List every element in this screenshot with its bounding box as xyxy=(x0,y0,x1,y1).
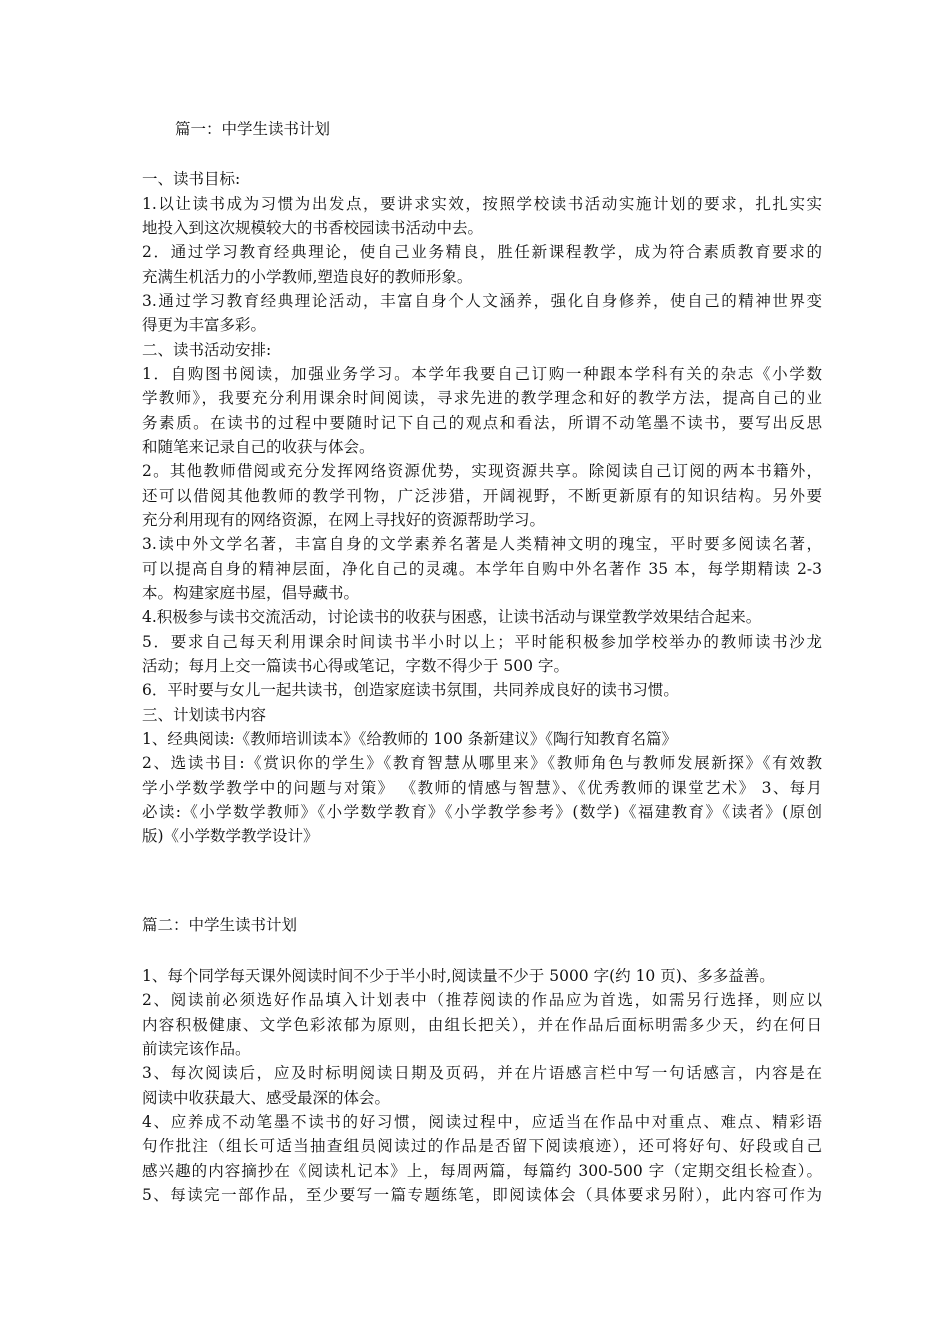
paragraph-line: 3.通过学习教育经典理论活动，丰富自身个人文涵养，强化自身修养，使自己的精神世界变 xyxy=(142,292,822,310)
section2-title: 篇二：中学生读书计划 xyxy=(142,916,298,934)
paragraph-line: 5、每读完一部作品，至少要写一篇专题练笔，即阅读体会（具体要求另附），此内容可作为 xyxy=(142,1186,822,1204)
paragraph-line: 感兴趣的内容摘抄在《阅读札记本》上，每周两篇，每篇约 300-500 字（定期交组长检查）。 xyxy=(142,1162,822,1180)
paragraph-line: 2、选读书目:《赏识你的学生》《教育智慧从哪里来》《教师角色与教师发展新探》《有效教 xyxy=(142,754,822,772)
paragraph-line: 活动；每月上交一篇读书心得或笔记，字数不得少于 500 字。 xyxy=(142,657,569,675)
paragraph-line: 得更为丰富多彩。 xyxy=(142,316,267,334)
paragraph-line: 句作批注（组长可适当抽查组员阅读过的作品是否留下阅读痕迹），还可将好句、好段或自己 xyxy=(142,1137,822,1155)
paragraph-line: 6．平时要与女儿一起共读书，创造家庭读书氛围，共同养成良好的读书习惯。 xyxy=(142,681,679,699)
paragraph-line: 还可以借阅其他教师的教学刊物，广泛涉猎，开阔视野，不断更新原有的知识结构。另外要 xyxy=(142,487,822,505)
paragraph-line: 3、每次阅读后，应及时标明阅读日期及页码，并在片语感言栏中写一句话感言，内容是在 xyxy=(142,1064,822,1082)
paragraph-line: 和随笔来记录自己的收获与体会。 xyxy=(142,438,375,456)
paragraph-line: 充满生机活力的小学教师,塑造良好的教师形象。 xyxy=(142,268,473,286)
paragraph-line: 1.以让读书成为习惯为出发点，要讲求实效，按照学校读书活动实施计划的要求，扎扎实实 xyxy=(142,195,822,213)
paragraph-line: 可以提高自身的精神层面，净化自己的灵魂。本学年自购中外名著作 35 本，每学期精读 2-3 xyxy=(142,560,822,578)
paragraph-line: 1．自购图书阅读，加强业务学习。本学年我要自己订购一种跟本学科有关的杂志《小学数 xyxy=(142,365,822,383)
paragraph-line: 本。构建家庭书屋，倡导藏书。 xyxy=(142,584,360,602)
paragraph-line: 必读:《小学数学教师》《小学数学教育》《小学教学参考》(数学)《福建教育》《读者》(原创 xyxy=(142,803,822,821)
paragraph-line: 2。其他教师借阅或充分发挥网络资源优势，实现资源共享。除阅读自己订阅的两本书籍外， xyxy=(142,462,822,480)
paragraph-line: 1、经典阅读:《教师培训读本》《给教师的 100 条新建议》《陶行知教育名篇》 xyxy=(142,730,678,748)
paragraph-line: 内容积极健康、文学色彩浓郁为原则，由组长把关），并在作品后面标明需多少天，约在何日 xyxy=(142,1016,822,1034)
paragraph-line: 1、每个同学每天课外阅读时间不少于半小时,阅读量不少于 5000 字(约 10 页)、多多益善。 xyxy=(142,967,775,985)
paragraph-line: 3.读中外文学名著，丰富自身的文学素养名著是人类精神文明的瑰宝，平时要多阅读名著， xyxy=(142,535,822,553)
paragraph-line: 4.积极参与读书交流活动，讨论读书的收获与困惑，让读书活动与课堂教学效果结合起来。 xyxy=(142,608,762,626)
paragraph-line: 5．要求自己每天利用课余时间读书半小时以上；平时能积极参加学校举办的教师读书沙龙 xyxy=(142,633,822,651)
paragraph-line: 学教师》，我要充分利用课余时间阅读，寻求先进的教学理念和好的教学方法，提高自己的业 xyxy=(142,389,822,407)
paragraph-line: 阅读中收获最大、感受最深的体会。 xyxy=(142,1089,391,1107)
paragraph-line: 三、计划读书内容 xyxy=(142,706,267,724)
paragraph-line: 2、阅读前必须选好作品填入计划表中（推荐阅读的作品应为首选，如需另行选择，则应以 xyxy=(142,991,822,1009)
paragraph-line: 版)《小学数学教学设计》 xyxy=(142,827,319,845)
paragraph-line: 4、应养成不动笔墨不读书的好习惯，阅读过程中，应适当在作品中对重点、难点、精彩语 xyxy=(142,1113,822,1131)
paragraph-line: 二、读书活动安排: xyxy=(142,341,272,359)
section1-title: 篇一：中学生读书计划 xyxy=(175,120,331,138)
paragraph-line: 充分利用现有的网络资源，在网上寻找好的资源帮助学习。 xyxy=(142,511,546,529)
paragraph-line: 一、读书目标: xyxy=(142,170,241,188)
paragraph-line: 学小学数学教学中的问题与对策》 《教师的情感与智慧》、《优秀教师的课堂艺术》 3、每月 xyxy=(142,779,822,797)
paragraph-line: 地投入到这次规模较大的书香校园读书活动中去。 xyxy=(142,219,484,237)
paragraph-line: 前读完该作品。 xyxy=(142,1040,251,1058)
paragraph-line: 务素质。在读书的过程中要随时记下自己的观点和看法，所谓不动笔墨不读书，要写出反思 xyxy=(142,414,822,432)
paragraph-line: 2．通过学习教育经典理论，使自己业务精良，胜任新课程教学，成为符合素质教育要求的 xyxy=(142,243,822,261)
